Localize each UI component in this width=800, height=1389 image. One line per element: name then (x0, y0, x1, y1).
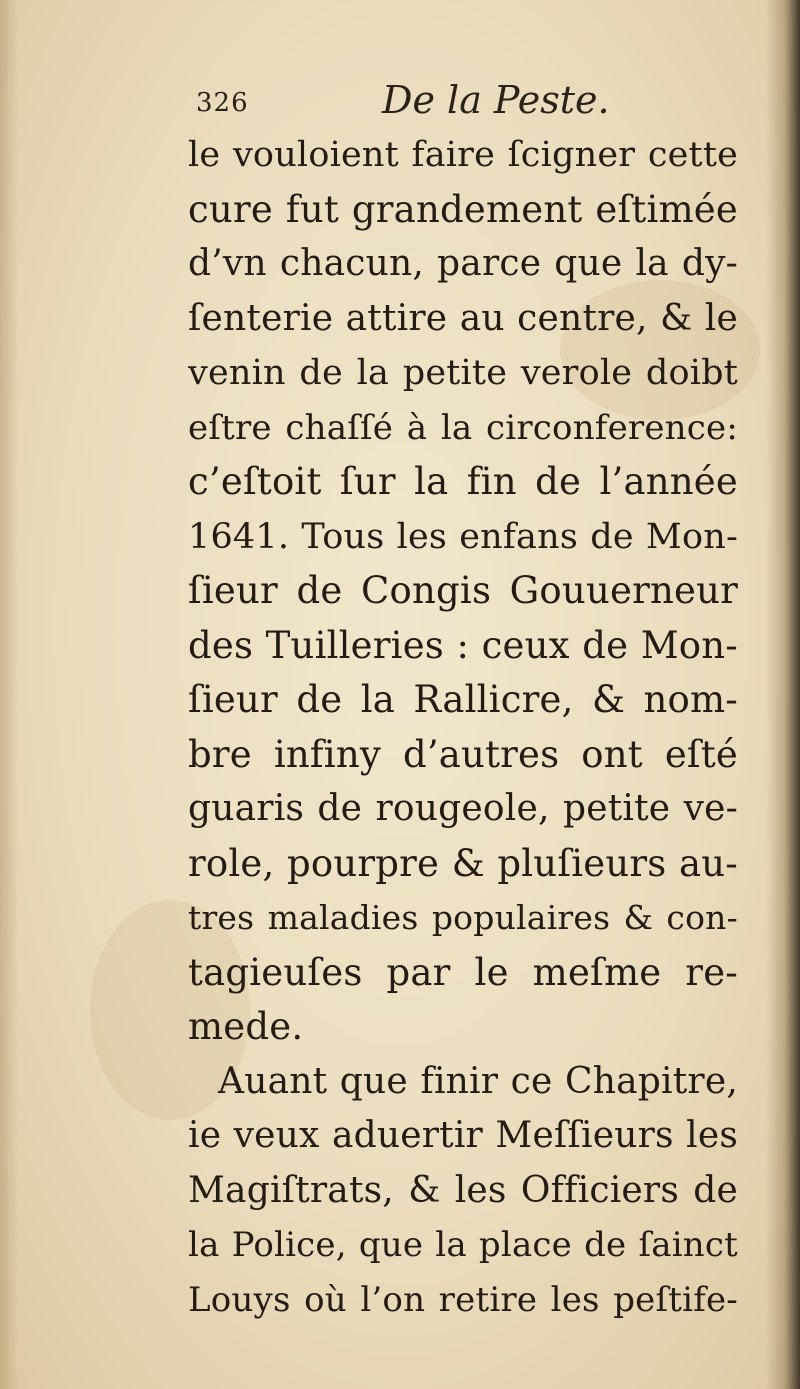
text-line: mede. (188, 1005, 304, 1048)
page-header (196, 78, 616, 128)
text-line: role, pourpre & pluſieurs au- (188, 841, 738, 885)
text-line: 1641. Tous les enfans de Mon- (188, 516, 738, 557)
page-number: 326 (196, 88, 249, 118)
text-line: bre infiny d’autres ont eſté (188, 732, 738, 776)
text-line: guaris de rougeole, petite ve- (188, 788, 738, 829)
text-line: la Police, que la place de ſainct (188, 1225, 738, 1265)
text-line: d’vn chacun, parce que la dy- (188, 243, 738, 284)
text-line: Auant que finir ce Chapitre, (218, 1060, 738, 1102)
text-line: ſieur de la Rallicre, & nom- (188, 678, 738, 721)
page-edge (0, 0, 18, 1389)
text-line: des Tuilleries : ceux de Mon- (188, 623, 738, 667)
text-line: venin de la petite verole doibt (188, 353, 738, 393)
text-line: Magiſtrats, & les Officiers de (188, 1169, 738, 1211)
text-line: Louys où l’on retire les peſtife- (188, 1279, 738, 1320)
body-text (188, 128, 738, 1327)
text-line: c’eſtoit ſur la fin de l’année (188, 460, 738, 503)
running-title: De la Peste. (382, 78, 610, 122)
text-line: ſieur de Congis Gouuerneur (188, 569, 738, 612)
text-line: eſtre chaſſé à la circonference: (188, 407, 738, 448)
text-line: cure fut grandement eſtimée (188, 187, 738, 231)
text-line: tres maladies populaires & con- (188, 898, 738, 937)
text-line: tagieuſes par le meſme re- (188, 950, 738, 994)
text-line: ie veux aduertir Meſſieurs les (188, 1115, 738, 1156)
text-line: ſenterie attire au centre, & le (188, 297, 738, 339)
gutter-shadow (766, 0, 800, 1389)
text-line: le vouloient faire ſcigner cette (188, 135, 738, 175)
